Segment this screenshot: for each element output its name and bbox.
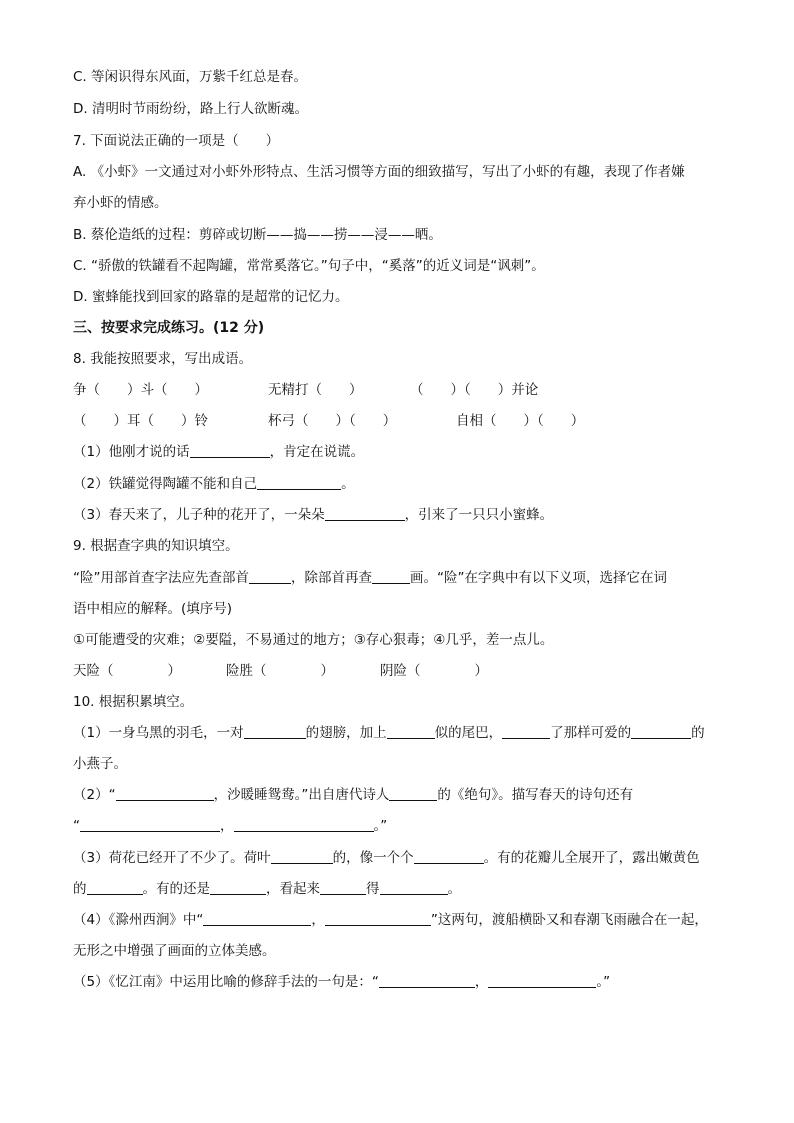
q9-meanings: ①可能遭受的灾难；②要隘，不易通过的地方；③存心狠毒；④几乎，差一点儿。 (73, 632, 554, 648)
q10-s5-blank-2[interactable] (488, 973, 596, 988)
q10-s1-line2: 小燕子。 (73, 756, 127, 772)
q10-s1-blank-1[interactable] (244, 724, 306, 739)
q6-option-d: D. 清明时节雨纷纷，路上行人欲断魂。 (73, 101, 308, 117)
idiom-4[interactable]: （ ）耳（ ）铃 (73, 413, 208, 429)
q9-word-2[interactable]: 险胜（ ） (226, 663, 334, 679)
q10-s3-blank-4[interactable] (210, 880, 266, 895)
q10-s2-blank-1[interactable] (116, 786, 214, 801)
q10-s3-line2: 的 。有的还是 ，看起来 得 。 (73, 881, 461, 897)
q10-sentence-1: （1）一身乌黑的羽毛，一对 的翅膀，加上 似的尾巴， 了那样可爱的 的 (73, 725, 705, 741)
idiom-6[interactable]: 自相（ ）（ ） (456, 413, 585, 429)
q10-s2-blank-4[interactable] (234, 817, 374, 832)
q9-stem: 9. 根据查字典的知识填空。 (73, 538, 239, 554)
q10-sentence-5: （5）《忆江南》中运用比喻的修辞手法的一句是：“ ， 。” (73, 974, 611, 990)
q10-s4-blank-2[interactable] (325, 911, 431, 926)
q8-sentence-3: （3）春天来了，儿子种的花开了，一朵朵 ，引来了一只只小蜜蜂。 (73, 507, 554, 523)
q7-option-a-line1: A. 《小虾》一文通过对小虾外形特点、生活习惯等方面的细致描写，写出了小虾的有趣，表现了作者嫌 (73, 164, 685, 180)
section-3-title: 三、按要求完成练习。(12 分) (73, 320, 265, 336)
q10-s1-blank-3[interactable] (502, 724, 550, 739)
q8-stem: 8. 我能按照要求，写出成语。 (73, 351, 253, 367)
q9-word-1[interactable]: 天险（ ） (73, 663, 181, 679)
q10-s5-blank-1[interactable] (379, 973, 475, 988)
q10-s2-line2: “ ， 。” (73, 818, 388, 834)
q8-s3-blank[interactable] (325, 506, 405, 521)
q10-s4-blank-1[interactable] (203, 911, 311, 926)
q10-sentence-3: （3）荷花已经开了不少了。荷叶 的，像一个个 。有的花瓣儿全展开了，露出嫩黄色 (73, 850, 700, 866)
q8-sentence-1: （1）他刚才说的话 ，肯定在说谎。 (73, 444, 365, 460)
q7-stem: 7. 下面说法正确的一项是（ ） (73, 133, 280, 149)
q10-s2-blank-3[interactable] (80, 817, 220, 832)
q9-radical-blank[interactable] (249, 569, 291, 584)
idiom-2[interactable]: 无精打（ ） (268, 382, 363, 398)
q10-stem: 10. 根据积累填空。 (73, 694, 194, 710)
q9-line-1: “险”用部首查字法应先查部首 ，除部首再查 画。“险”在字典中有以下义项，选择它在词 (73, 570, 667, 586)
q10-s3-blank-1[interactable] (271, 849, 333, 864)
idiom-3[interactable]: （ ）（ ）并论 (410, 382, 539, 398)
idiom-5[interactable]: 杯弓（ ）（ ） (268, 413, 397, 429)
q10-s3-blank-6[interactable] (380, 880, 448, 895)
q10-sentence-2: （2）“ ，沙暖睡鸳鸯。”出自唐代诗人 的《绝句》。描写春天的诗句还有 (73, 787, 634, 803)
q10-s2-blank-2[interactable] (389, 786, 437, 801)
q8-s2-blank[interactable] (257, 475, 341, 490)
q7-option-d: D. 蜜蜂能找到回家的路靠的是超常的记忆力。 (73, 289, 349, 305)
q10-s3-blank-3[interactable] (87, 880, 143, 895)
q10-s1-blank-4[interactable] (631, 724, 691, 739)
q10-s3-blank-2[interactable] (414, 849, 484, 864)
q7-option-c: C. “骄傲的铁罐看不起陶罐，常常奚落它。”句子中，“奚落”的近义词是“讽刺”。 (73, 258, 545, 274)
q9-strokes-blank[interactable] (372, 569, 410, 584)
q6-option-c: C. 等闲识得东风面，万紫千红总是春。 (73, 69, 308, 85)
q9-line-2: 语中相应的解释。(填序号) (73, 601, 233, 617)
q7-option-b: B. 蔡伦造纸的过程：剪碎或切断——捣——捞——浸——晒。 (73, 227, 442, 243)
q7-option-a-line2: 弃小虾的情感。 (73, 195, 168, 211)
q8-sentence-2: （2）铁罐觉得陶罐不能和自己 。 (73, 476, 355, 492)
idiom-1[interactable]: 争（ ）斗（ ） (73, 382, 208, 398)
q10-s1-blank-2[interactable] (387, 724, 435, 739)
q10-s4-line2: 无形之中增强了画面的立体美感。 (73, 943, 276, 959)
q10-s3-blank-5[interactable] (320, 880, 366, 895)
q8-s1-blank[interactable] (190, 443, 270, 458)
q9-word-3[interactable]: 阴险（ ） (380, 663, 488, 679)
q10-sentence-4: （4）《滁州西涧》中“ ， ”这两句，渡船横卧又和春潮飞雨融合在一起， (73, 912, 708, 928)
